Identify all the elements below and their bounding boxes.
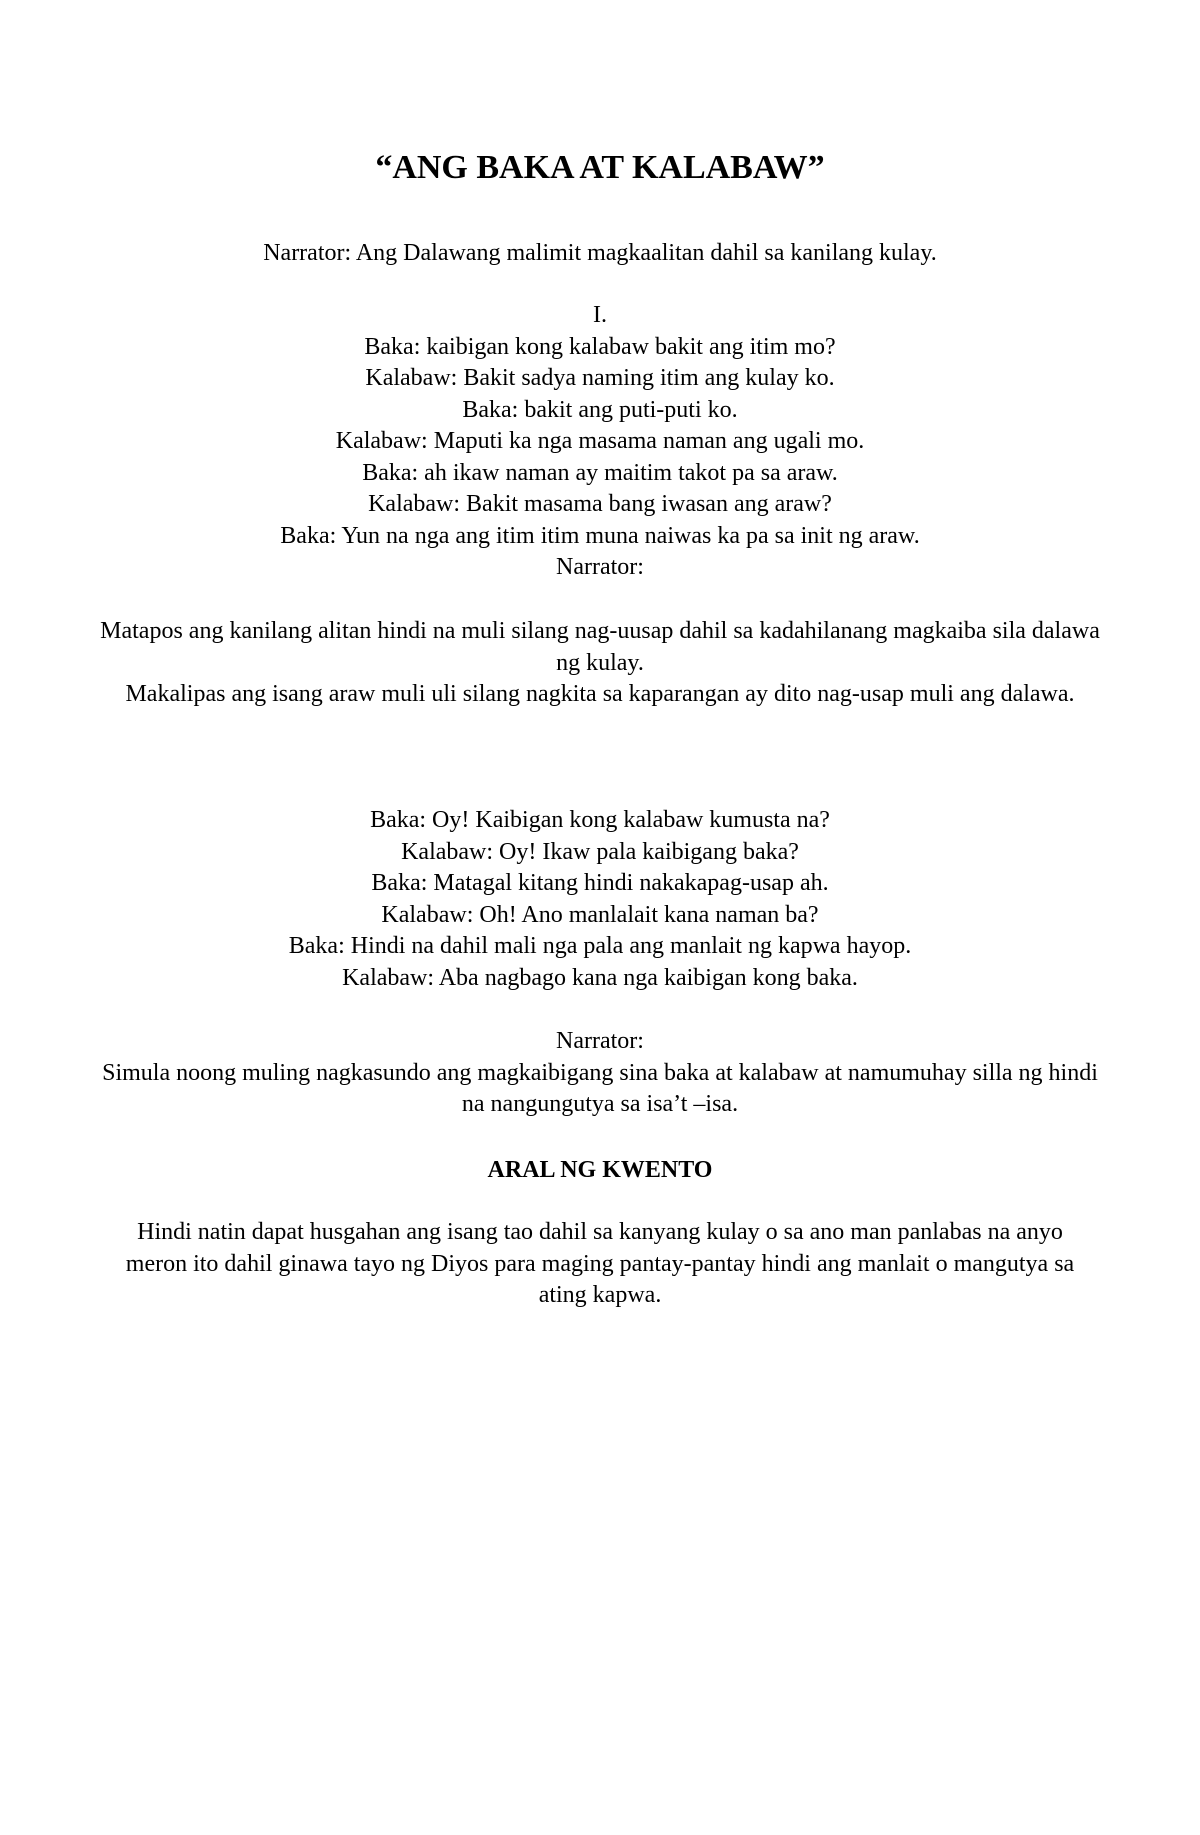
story-title: “ANG BAKA AT KALABAW” [375,149,825,186]
narration-paragraph: Makalipas ang isang araw muli uli silang nagkita sa kaparangan ay dito nag-usap muli ang dalawa. [125,681,1075,707]
dialogue-line: Baka: Oy! Kaibigan kong kalabaw kumusta na? [370,807,830,833]
dialogue-section-2 [100,805,1100,994]
intro-narration: Narrator: Ang Dalawang malimit magkaalitan dahil sa kanilang kulay. [263,240,937,266]
narration-block-2 [100,1026,1100,1121]
dialogue-line: Baka: Hindi na dahil mali nga pala ang manlait ng kapwa hayop. [288,933,912,959]
moral-heading: ARAL NG KWENTO [487,1157,713,1183]
dialogue-line: Kalabaw: Oh! Ano manlalait kana naman ba? [381,901,819,928]
dialogue-line: Baka: ah ikaw naman ay maitim takot pa sa araw. [362,459,838,486]
dialogue-line: Kalabaw: Oy! Ikaw pala kaibigang baka? [401,838,799,865]
dialogue-section-1 [100,300,1100,584]
dialogue-line: Baka: bakit ang puti-puti ko. [462,396,738,423]
narration-block-1 [100,616,1100,711]
dialogue-line: Kalabaw: Bakit sadya naming itim ang kulay ko. [365,365,835,391]
dialogue-line: Baka: kaibigan kong kalabaw bakit ang itim mo? [364,333,836,360]
moral-paragraph: Hindi natin dapat husgahan ang isang tao dahil sa kanyang kulay o sa ano man panlabas na anyo meron ito dahil ginawa tayo ng Diyos para maging pantay-pantay hindi ang manlait o mangutya sa ating kapwa. [125,1219,1075,1308]
dialogue-line: Kalabaw: Aba nagbago kana nga kaibigan kong baka. [342,964,858,991]
narration-paragraph: Simula noong muling nagkasundo ang magkaibigang sina baka at kalabaw at namumuhay silla ng hindi na nangungutya sa isa’t –isa. [102,1059,1098,1117]
dialogue-line: Baka: Yun na nga ang itim itim muna naiwas ka pa sa init ng araw. [280,522,920,549]
section-numeral: I. [593,302,607,328]
narrator-label: Narrator: [556,554,644,580]
dialogue-line: Kalabaw: Maputi ka nga masama naman ang ugali mo. [335,428,865,454]
moral-block [120,1217,1080,1312]
narrator-label: Narrator: [556,1028,644,1054]
dialogue-line: Kalabaw: Bakit masama bang iwasan ang araw? [368,491,832,517]
dialogue-line: Baka: Matagal kitang hindi nakakapag-usap ah. [371,870,829,896]
narration-paragraph: Matapos ang kanilang alitan hindi na muli silang nag-uusap dahil sa kadahilanang magkaiba sila dalawa ng kulay. [100,618,1100,676]
